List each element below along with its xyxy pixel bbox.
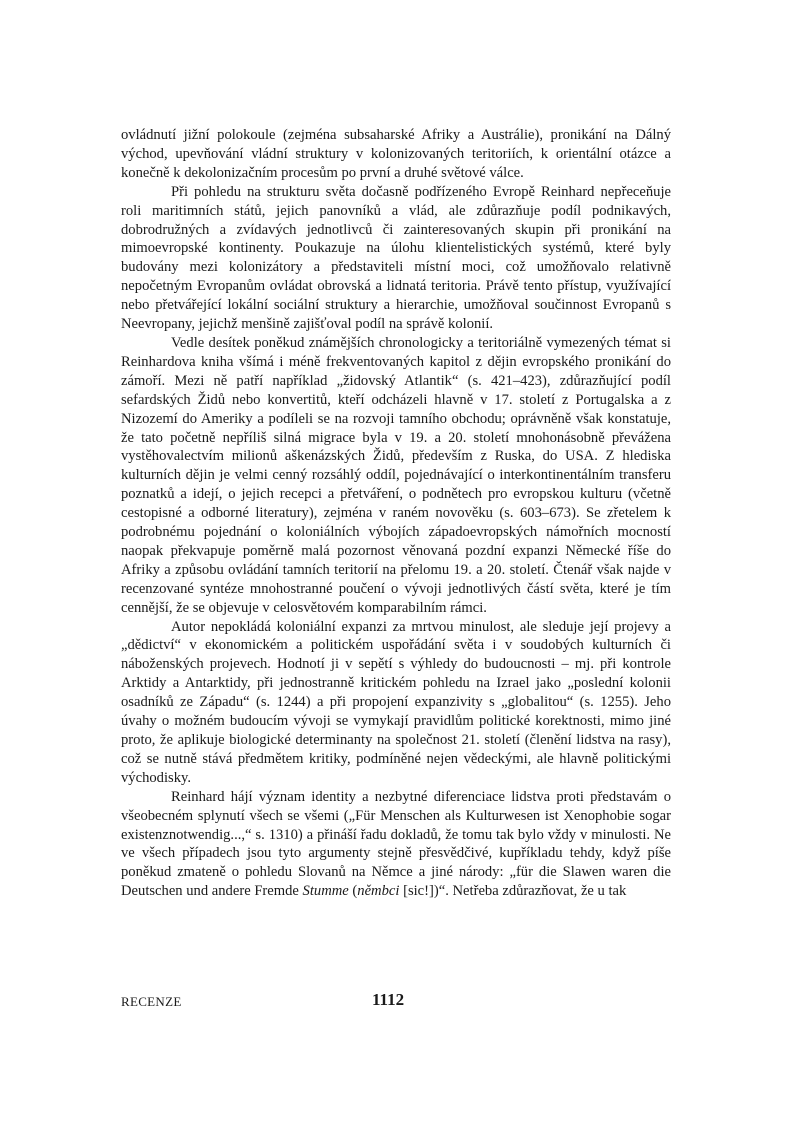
- paragraph-text: (: [348, 883, 358, 900]
- paragraph-text: Při pohledu na strukturu světa dočasně podřízeného Evropě Reinhard nepřeceňuje roli maritimních států, jejich panovníků a vlád, ale zdůrazňuje podíl podnikavých, dobrodružných a zvídavých jednotlivců či zainteresovaných skupin při pronikání na mimoevropské kontinenty. Poukazuje na úlohu klientelistických systémů, které byly budovány mezi kolonizátory a představiteli místní moci, což umožňovalo relativně nepočetným Evropanům ovládat obrovská a lidnatá teritoria. Právě tento přístup, využívající nebo přetvářející lokální sociální struktury a hierarchie, umožňoval součinnost Evropanů s Neevropany, jejichž menšině zajišťoval podíl na správě kolonií.: [121, 183, 671, 333]
- body-paragraph: [121, 788, 671, 901]
- paragraph-text: Vedle desítek poněkud známějších chronologicky a teritoriálně vymezených témat si Reinhardova kniha všímá i méně frekventovaných kapitol z dějin evropského pronikání do zámoří. Mezi ně patří například „židovský Atlantik“ (s. 421–423), zdůrazňující podíl sefardských Židů nebo konvertitů, kteří odcházeli hlavně v 17. století z Portugalska a z Nizozemí do Ameriky a podíleli se na rozvoji tamního obchodu; oprávněně však konstatuje, že tato početně nepříliš silná migrace byla v 19. a 20. století mnohonásobně převážena vystěhovalectvím milionů aškenázských Židů, především z Ruska, do USA. Z hlediska kulturních dějin je velmi cenný rozsáhlý oddíl, pojednávající o interkontinentálním transferu poznatků a idejí, o jejich recepci a přetváření, o podnětech pro evropskou kulturu (včetně cestopisné a odborné literatury), zejména v raném novověku (s. 603–673). Se zřetelem k podrobnému pojednání o koloniálních výbojích západoevropských námořních mocností naopak překvapuje poměrně malá pozornost věnovaná pozdní expanzi Německé říše do Afriky a způsobu ovládání tamních teritorií na přelomu 19. a 20. století. Čtenář však najde v recenzované syntéze mnohostranné poučení o vývoji jednotlivých částí světa, které je tím cennější, že se objevuje v celosvětovém komparabilním rámci.: [121, 334, 671, 616]
- body-paragraph: [121, 126, 671, 183]
- paragraph-text: Reinhard hájí význam identity a nezbytné diferenciace lidstva proti představám o všeobecném splynutí všech se všemi („Für Menschen als Kulturwesen ist Xenophobie sogar existenznotwendig...,“ s. 1310) a přináší řadu dokladů, že tomu tak bylo vždy v minulosti. Ne ve všech případech jsou tyto argumenty stejně přesvědčivé, kupříkladu tehdy, když píše poněkud zmateně o pohledu Slovanů na Němce a jiné národy: „für die Slawen waren die Deutschen und andere Fremde: [121, 788, 671, 900]
- paragraph-text: ovládnutí jižní polokoule (zejména subsaharské Afriky a Austrálie), pronikání na Dálný východ, upevňování vládní struktury v kolonizovaných teritoriích, k orientální otázce a konečně k dekolonizačním procesům po první a druhé světové válce.: [121, 127, 671, 181]
- italic-text: němbci: [357, 883, 400, 900]
- page-footer: [121, 990, 671, 1014]
- page-number: 1112: [372, 990, 405, 1009]
- paragraph-text: Autor nepokládá koloniální expanzi za mrtvou minulost, ale sleduje její projevy a „dědictví“ v ekonomickém a politickém uspořádání světa i v soudobých kulturních či náboženských projevech. Hodnotí ji v sepětí s výhledy do budoucnosti – mj. při kontrole Arktidy a Antarktidy, při jednostranně kritickém pohledu na Izrael jako „poslední kolonii osadníků ze Západu“ (s. 1244) a při propojení expanzivity s „globalitou“ (s. 1255). Jeho úvahy o možném budoucím vývoji se vymykají pravidlům politické korektnosti, mimo jiné proto, že aplikuje biologické determinanty na společnost 21. století (členění lidstva na rasy), což se nutně stává předmětem kritiky, podmíněné nejen vědeckými, ale hlavně politickými východisky.: [121, 618, 671, 786]
- italic-text: Stumme: [302, 883, 349, 900]
- article-body: [121, 126, 671, 901]
- section-label: RECENZE: [121, 994, 182, 1009]
- paragraph-text: [sic!])“. Netřeba zdůrazňovat, že u tak: [399, 883, 627, 900]
- body-paragraph: [121, 334, 671, 618]
- body-paragraph: [121, 183, 671, 334]
- body-paragraph: [121, 618, 671, 788]
